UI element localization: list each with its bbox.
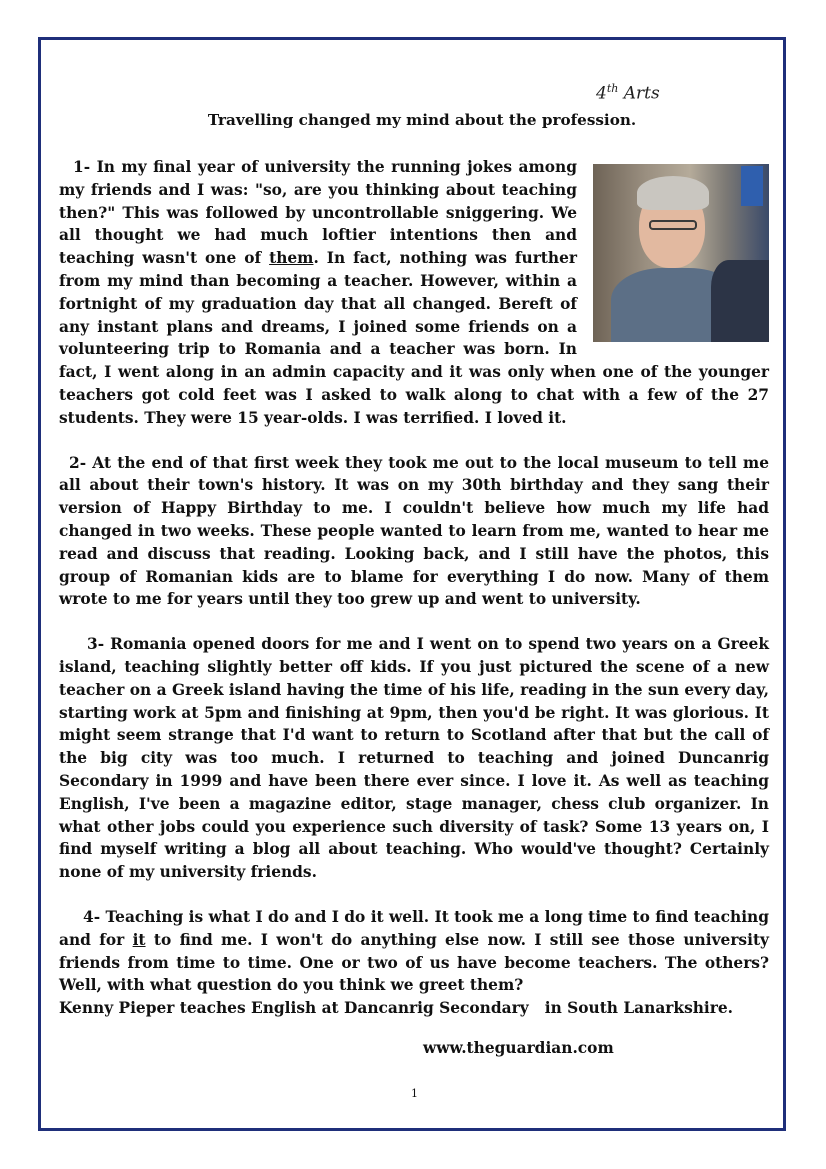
- paragraph-3: 3- Romania opened doors for me and I went on to spend two years on a Greek island, teaching slightly better off kids. If you just pictured the scene of a new teacher on a Greek island having the time of his life, reading in the sun every day, starting work at 5pm and finishing at 9pm, then you'd be right. It was glorious. It might seem strange that I'd want to return to Scotland after that but the call of the big city was too much. I returned to teaching and joined Duncanrig Secondary in 1999 and have been there ever since. I love it. As well as teaching English, I've been a magazine editor, stage manager, chess club organizer. In what other jobs could you experience such diversity of task? Some 13 years on, I find myself writing a blog all about teaching. Who would've thought? Certainly none of my university friends.: [59, 635, 769, 882]
- grade-label: 4th Arts: [596, 82, 660, 104]
- paragraph-1: 1- In my final year of university the running jokes among my friends and I was: "so, are you thinking about teaching then?" This was followed by uncontrollable sniggering. We all thought we had much loftier intentions then and teaching wasn't one of them. In fact, nothing was further from my mind than becoming a teacher. However, within a fortnight of my graduation day that all changed. Bereft of any instant plans and dreams, I joined some friends on a volunteering trip to Romania and a teacher was born. In fact, I went along in an admin capacity and it was only when one of the younger teachers got cold feet was I asked to walk along to chat with a few of the 27 students. They were 15 year-olds. I was terrified. I loved it.: [59, 158, 769, 427]
- page-content: [41, 40, 783, 1128]
- page-number: 1: [411, 1087, 418, 1100]
- paragraph-2: 2- At the end of that first week they took me out to the local museum to tell me all about their town's history. It was on my 30th birthday and they sang their version of Happy Birthday to me. I couldn't believe how much my life had changed in two weeks. These people wanted to learn from me, wanted to hear me read and discuss that reading. Looking back, and I still have the photos, this group of Romanian kids are to blame for everything I do now. Many of them wrote to me for years until they too grew up and went to university.: [59, 453, 769, 609]
- author-photo: [593, 164, 769, 342]
- source-url: www.theguardian.com: [423, 1039, 614, 1057]
- article-body: [59, 156, 769, 1020]
- paragraph-4: 4- Teaching is what I do and I do it well. It took me a long time to find teaching and for it to find me. I won't do anything else now. I still see those university friends from time to time. One or two of us have become teachers. The others? Well, with what question do you think we greet them?: [59, 907, 769, 995]
- article-title: Travelling changed my mind about the profession.: [207, 111, 637, 129]
- page-border: [38, 37, 786, 1131]
- author-byline: Kenny Pieper teaches English at Dancanrig Secondary in South Lanarkshire.: [59, 999, 734, 1018]
